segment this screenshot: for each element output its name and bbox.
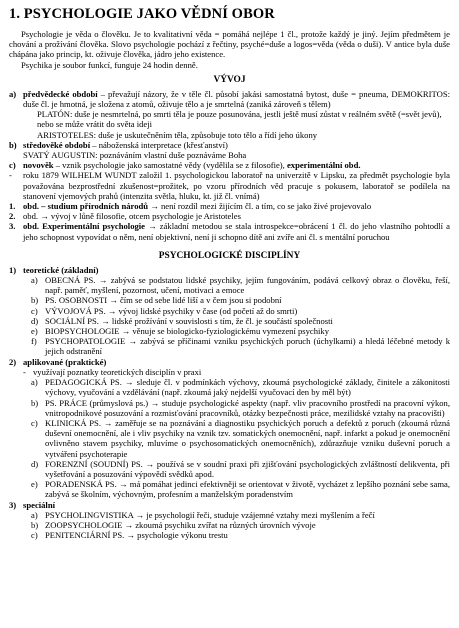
list-item-text: PSYCHOPATOLOGIE → zabývá se příčinami vzniku psychických poruch (úchylkami) a hledá léčebné metody k jejich odstranění bbox=[45, 336, 450, 357]
section-heading-disciplines: PSYCHOLOGICKÉ DISCIPLÍNY bbox=[158, 250, 301, 261]
list-item-text: PORADENSKÁ PS. → má pomáhat jedinci efektivněji se orientovat v životě, vycházet z lepšího poznání sebe sama, zabývá se školním, výchovným, profesním a manželským poradenstvím bbox=[45, 479, 450, 500]
period-item bbox=[9, 160, 450, 170]
list-item-text: BIOPSYCHOLOGIE → věnuje se biologicko-fyziologickému vymezení psychiky bbox=[45, 326, 330, 337]
discipline-list bbox=[9, 377, 450, 499]
list-marker: f) bbox=[31, 336, 37, 347]
list-item bbox=[31, 336, 450, 356]
era-text: obd. → vývoj v lůně filosofie, otcem psychologie je Aristoteles bbox=[23, 211, 241, 222]
list-marker: c) bbox=[31, 530, 38, 541]
list-item bbox=[31, 520, 450, 530]
period-desc: – převažují názory, že v těle čl. působí jakási samostatná bytost, duše = pneuma, bbox=[97, 88, 389, 99]
list-item bbox=[31, 275, 450, 295]
list-item bbox=[31, 418, 450, 459]
list-marker: a) bbox=[31, 509, 38, 520]
list-item-text: SOCIÁLNÍ PS. → lidské prožívání v souvislosti s tím, že čl. je součástí společnosti bbox=[45, 315, 333, 326]
list-item bbox=[31, 398, 450, 418]
period-desc: – vznik psychologie jako samostatné vědy (vydělila se z filosofie), bbox=[53, 160, 287, 171]
list-item-text: PENITENCIÁRNÍ PS. → psychologie výkonu trestu bbox=[45, 530, 228, 541]
period-term-2: experimentální obd. bbox=[286, 160, 361, 171]
group-label: teoretické (základní) bbox=[23, 264, 99, 275]
era-item bbox=[9, 221, 450, 241]
discipline-list bbox=[9, 275, 450, 357]
list-marker: e) bbox=[31, 479, 38, 490]
discipline-group bbox=[9, 357, 450, 367]
group-note-text: využívají poznatky teoretických disciplín v praxi bbox=[33, 366, 202, 377]
list-marker: a) bbox=[9, 88, 17, 99]
philosopher-line: DEMOKRITOS: duše čl. je hmotná, je složena z atomů, oživuje tělo a je smrtelná (zaniká zároveň s tělem) bbox=[23, 88, 450, 110]
era-desc: → základní metodou se stala introspekce=obrácení 1 čl. do jeho vlastního pohtodlí a jeho schopnost vypovídat o něm, není objektivní, není ji schopno dítě ani zvíře ani čl. s mentální poruchou bbox=[23, 221, 450, 242]
list-marker: e) bbox=[31, 326, 38, 337]
list-item-text: ZOOPSYCHOLOGIE → zkoumá psychiku zvířat na různých úrovních vývoje bbox=[45, 519, 316, 530]
list-marker: 1. bbox=[9, 201, 16, 212]
list-item bbox=[31, 510, 450, 520]
list-item-text: KLINICKÁ PS. → zaměřuje se na poznávání a diagnostiku psychických poruch a defektů z poruch (zkoumá různá duševní onemocnění, ale i vliv psychiky na vznik tzv. somatických onemocnění, např. infarkt a pokud je onemocnění ovlivněno stavem psychiky, mluvíme o psychosomatických onemocněních), zdůrazňuje vzniku duševní poruch a vytváření psychoterapie bbox=[45, 417, 450, 459]
discipline-group bbox=[9, 500, 450, 510]
era-term: obd. – studium přírodních národů bbox=[23, 201, 149, 212]
period-desc: – náboženská interpretace (křesťanství) bbox=[90, 139, 228, 150]
list-item bbox=[31, 295, 450, 305]
list-marker: 2. bbox=[9, 211, 16, 222]
list-marker: 1) bbox=[9, 264, 17, 275]
group-label: aplikované (praktické) bbox=[23, 356, 107, 367]
intro-paragraph-2: Psychika je soubor funkcí, funguje 24 hodin denně. bbox=[21, 59, 198, 70]
list-marker: 2) bbox=[9, 356, 17, 367]
era-item bbox=[9, 211, 450, 221]
list-item-text: PS. OSOBNOSTI → čím se od sebe lidé liší a v čem jsou si podobní bbox=[45, 295, 282, 306]
list-marker: c) bbox=[31, 417, 38, 428]
period-text bbox=[23, 160, 450, 170]
period-item bbox=[9, 89, 450, 109]
philosopher-line: SVATÝ AUGUSTIN: poznáváním vlastní duše poznáváme Boha bbox=[23, 150, 247, 161]
page-title: 1. PSYCHOLOGIE JAKO VĚDNÍ OBOR bbox=[9, 6, 275, 22]
list-item-text: FORENZNÍ (SOUDNÍ) PS. → používá se v soudní praxi při zjišťování psychologických zvláštností delikventa, při vyšetřování a posuzování výpovědí svědků apod. bbox=[45, 458, 450, 479]
philosopher-line: PLATÓN: duše je nesmrtelná, po smrti těla je pouze posunována, jestli ještě musí zůstat v reálném světě (=svět jevů), nebo se může vrátit do světa ideji bbox=[37, 109, 442, 130]
discipline-list bbox=[9, 510, 450, 541]
era-item bbox=[9, 201, 450, 211]
group-note bbox=[9, 367, 450, 377]
list-item bbox=[31, 377, 450, 397]
discipline-group bbox=[9, 265, 450, 275]
era-text bbox=[23, 201, 450, 211]
group-label: speciální bbox=[23, 499, 55, 510]
list-item bbox=[31, 479, 450, 499]
list-marker: b) bbox=[9, 139, 17, 150]
list-dash: - bbox=[9, 170, 12, 181]
list-item-text: PEDAGOGICKÁ PS. → sleduje čl. v podmínkách výchovy, zkoumá psychologické základy, činitele a zákonitosti výchovy, vyučování a vzdělávání (např. zkoumá jaký nejdelší vyučovací den by měl být) bbox=[45, 377, 450, 398]
period-term: středověké období bbox=[23, 139, 91, 150]
list-item-text: PS. PRÁCE (průmyslová ps.) → studuje psychologické aspekty (např. vliv pracovního prostředí na pracovní výkon, vnitropodnikové posuzování a rozmisťování pracovníků, otázky bezpečnosti práce, mezilidské vztahy na pracovišti) bbox=[45, 397, 450, 418]
period-detail bbox=[9, 170, 450, 201]
period-term: novověk bbox=[23, 160, 54, 171]
list-item-text: OBECNÁ PS. → zabývá se podstatou lidské psychiky, jejím fungováním, podává celkový obraz o člověku, řeší, např. paměť, myšlení, pozornost, učení, motivaci a emoce bbox=[45, 275, 450, 296]
era-term: obd. Experimentální psychologie bbox=[23, 221, 145, 232]
list-dash: - bbox=[23, 366, 26, 377]
list-item-text: VÝVOJOVÁ PS. → vývoj lidské psychiky v čase (od početí až do smrti) bbox=[45, 305, 298, 316]
list-marker: a) bbox=[31, 377, 38, 388]
list-item bbox=[31, 306, 450, 316]
period-item bbox=[9, 140, 450, 150]
period-text bbox=[23, 89, 450, 109]
period-term: předvědecké období bbox=[23, 88, 98, 99]
era-text bbox=[23, 221, 450, 241]
list-marker: 3) bbox=[9, 499, 17, 510]
intro-paragraph: Psychologie je věda o člověku. Je to kvalitativní věda = pomáhá nejlépe 1 čl., protože každý je jiný. Jejím předmětem je chování a prožívání člověka. Slovo psychologie pochází z řečtiny, psyché=duše a logos=věda (věda o duši). V antice byla duše chápána jako princip, kt. oživuje člověka, jádro jeho existence. bbox=[9, 29, 450, 60]
list-marker: d) bbox=[31, 458, 39, 469]
list-marker: c) bbox=[31, 305, 38, 316]
period-text bbox=[23, 140, 450, 150]
philosopher-line: ARISTOTELES: duše je uskutečněním těla, způsobuje toto tělo a řídí jeho úkony bbox=[37, 129, 318, 140]
list-marker: c) bbox=[9, 160, 16, 171]
section-heading-vyvoj: VÝVOJ bbox=[213, 74, 246, 85]
list-marker: b) bbox=[31, 397, 39, 408]
list-marker: d) bbox=[31, 315, 39, 326]
list-marker: b) bbox=[31, 519, 39, 530]
list-item bbox=[31, 316, 450, 326]
list-marker: a) bbox=[31, 275, 38, 286]
list-item bbox=[31, 326, 450, 336]
era-desc: → není rozdíl mezi žijícím čl. a tím, co se jako živé projevovalo bbox=[148, 201, 372, 212]
list-item-text: PSYCHOLINGVISTIKA → je psychologií řeči, studuje vzájemné vztahy mezi myšlením a řečí bbox=[45, 509, 375, 520]
list-marker: 3. bbox=[9, 221, 16, 232]
list-item bbox=[31, 530, 450, 540]
period-detail-text: roku 1879 WILHELM WUNDT založil 1. psychologickou laboratoř na univerzitě v Lipsku, za předmět psychologie byla považována bezprostřední zkušenost=prožitek, po vzoru přírodních věd pracuje s pokusem, laboratoř se podílela na stanovení vjemových prahů (intenzita světla, hluku, kt. již čl. vnímá) bbox=[23, 170, 450, 201]
list-marker: b) bbox=[31, 295, 39, 306]
list-item bbox=[31, 459, 450, 479]
